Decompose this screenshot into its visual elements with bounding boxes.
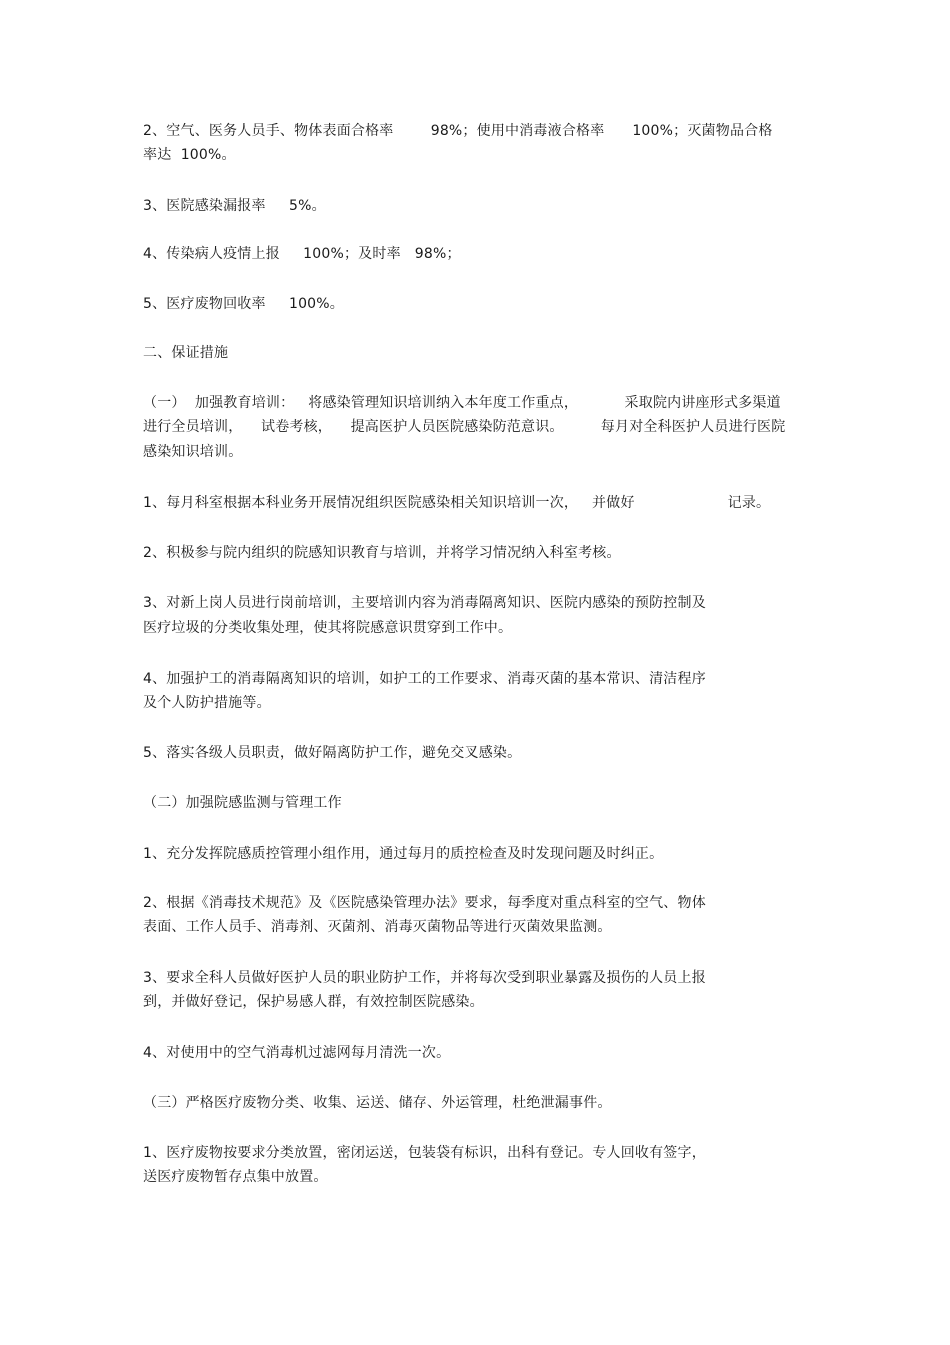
text-line: （一） 加强教育培训： 将感染管理知识培训纳入本年度工作重点， 采取院内讲座形式多渠道 — [143, 395, 781, 411]
section-heading: 二、保证措施 — [143, 345, 229, 361]
section-heading: （二）加强院感监测与管理工作 — [143, 795, 342, 811]
text-line: 2、空气、医务人员手、物体表面合格率 98%；使用中消毒液合格率 100%；灭菌物品合格 — [143, 123, 773, 139]
text-line: 送医疗废物暂存点集中放置。 — [143, 1169, 328, 1185]
text-line: 感染知识培训。 — [143, 444, 243, 460]
text-line: 医疗垃圾的分类收集处理，使其将院感意识贯穿到工作中。 — [143, 620, 513, 636]
text-line: 及个人防护措施等。 — [143, 695, 271, 711]
section-heading: （三）严格医疗废物分类、收集、运送、储存、外运管理，杜绝泄漏事件。 — [143, 1095, 612, 1111]
text-line: 表面、工作人员手、消毒剂、灭菌剂、消毒灭菌物品等进行灭菌效果监测。 — [143, 919, 612, 935]
text-line: 5、医疗废物回收率 100%。 — [143, 296, 344, 312]
text-line: 3、医院感染漏报率 5%。 — [143, 198, 326, 214]
text-line: 1、医疗废物按要求分类放置，密闭运送，包装袋有标识，出科有登记。专人回收有签字， — [143, 1145, 706, 1161]
text-line: 5、落实各级人员职责，做好隔离防护工作，避免交叉感染。 — [143, 745, 522, 761]
text-line: 率达 100%。 — [143, 147, 236, 163]
text-line: 1、每月科室根据本科业务开展情况组织医院感染相关知识培训一次， 并做好 记录。 — [143, 495, 771, 511]
text-line: 到，并做好登记，保护易感人群，有效控制医院感染。 — [143, 994, 484, 1010]
text-line: 4、传染病人疫情上报 100%；及时率 98%； — [143, 246, 461, 262]
text-line: 2、积极参与院内组织的院感知识教育与培训，并将学习情况纳入科室考核。 — [143, 545, 621, 561]
text-line: 4、对使用中的空气消毒机过滤网每月清洗一次。 — [143, 1045, 451, 1061]
text-line: 3、要求全科人员做好医护人员的职业防护工作，并将每次受到职业暴露及损伤的人员上报 — [143, 970, 706, 986]
text-line: 进行全员培训， 试卷考核， 提高医护人员医院感染防范意识。 每月对全科医护人员进行医院 — [143, 419, 786, 435]
text-line: 1、充分发挥院感质控管理小组作用，通过每月的质控检查及时发现问题及时纠正。 — [143, 846, 664, 862]
text-line: 3、对新上岗人员进行岗前培训，主要培训内容为消毒隔离知识、医院内感染的预防控制及 — [143, 595, 706, 611]
text-line: 4、加强护工的消毒隔离知识的培训，如护工的工作要求、消毒灭菌的基本常识、清洁程序 — [143, 671, 706, 687]
text-line: 2、根据《消毒技术规范》及《医院感染管理办法》要求，每季度对重点科室的空气、物体 — [143, 895, 706, 911]
